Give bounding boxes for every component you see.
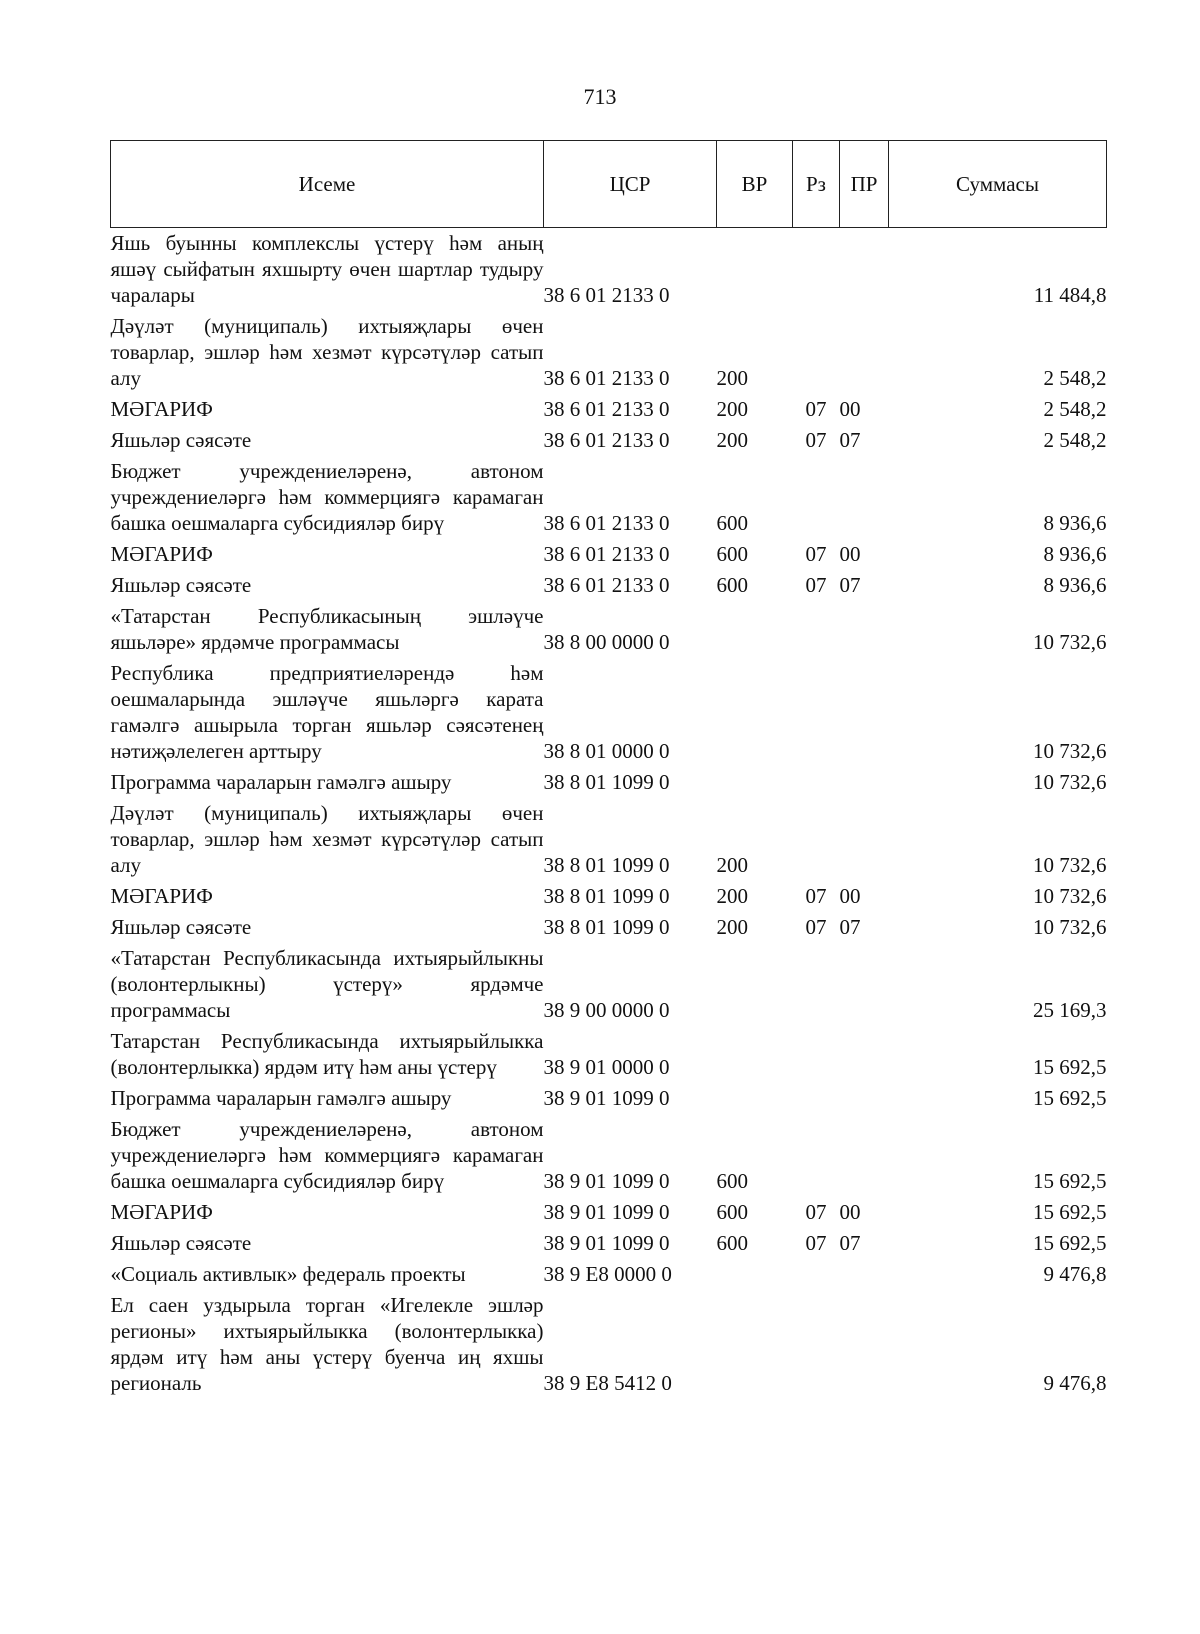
- row-sum: 11 484,8: [1033, 283, 1107, 307]
- row-pr: [840, 943, 889, 1026]
- row-rz: 07: [805, 428, 827, 452]
- row-pr: [840, 601, 889, 658]
- row-rz: 07: [805, 915, 827, 939]
- row-sum: 2 548,2: [1043, 366, 1107, 390]
- row-name: МӘГАРИФ: [110, 1200, 213, 1224]
- row-name: Яшьләр сәясәте: [110, 915, 252, 939]
- row-pr: [840, 658, 889, 767]
- row-vr: 200: [716, 884, 748, 908]
- table-row: [111, 1114, 1107, 1197]
- row-name: Яшьләр сәясәте: [110, 573, 252, 597]
- row-rz: [793, 1083, 840, 1114]
- row-name: МӘГАРИФ: [110, 397, 213, 421]
- table-row: [111, 570, 1107, 601]
- row-rz: [793, 943, 840, 1026]
- row-sum: 10 732,6: [1033, 884, 1107, 908]
- row-vr: 200: [716, 397, 748, 421]
- row-sum: 2 548,2: [1043, 428, 1107, 452]
- row-vr: 600: [716, 511, 748, 535]
- row-sum: 10 732,6: [1033, 630, 1107, 654]
- row-name: «Социаль активлык» федераль проекты: [110, 1262, 466, 1286]
- row-sum: 8 936,6: [1043, 573, 1107, 597]
- row-vr: 600: [716, 1169, 748, 1193]
- table-row: [111, 228, 1107, 312]
- row-pr: [840, 798, 889, 881]
- row-pr: 07: [839, 1231, 861, 1255]
- row-csr: 38 9 00 0000 0: [543, 998, 670, 1022]
- row-rz: [793, 767, 840, 798]
- row-csr: 38 8 01 1099 0: [543, 884, 670, 908]
- row-rz: 07: [805, 397, 827, 421]
- table-header: [111, 141, 1107, 228]
- row-csr: 38 6 01 2133 0: [543, 428, 670, 452]
- row-sum: 8 936,6: [1043, 542, 1107, 566]
- row-pr: 00: [839, 542, 861, 566]
- row-pr: [840, 228, 889, 312]
- row-name: «Татарстан Республикасында ихтыярыйлыкны (волонтерлыкны) үстерү» ярдәмче программасы: [110, 946, 544, 1022]
- row-name: Программа чараларын гамәлгә ашыру: [110, 770, 452, 794]
- row-name: МӘГАРИФ: [110, 542, 213, 566]
- row-rz: 07: [805, 573, 827, 597]
- row-vr: [717, 943, 793, 1026]
- table-row: [111, 539, 1107, 570]
- row-name: Дәүләт (муниципаль) ихтыяҗлары өчен товарлар, эшләр һәм хезмәт күрсәтүләр сатып алу: [110, 314, 544, 390]
- row-vr: [717, 1083, 793, 1114]
- row-vr: [717, 1290, 793, 1399]
- row-rz: [793, 456, 840, 539]
- row-pr: [840, 1026, 889, 1083]
- row-vr: 200: [716, 915, 748, 939]
- row-csr: 38 8 01 1099 0: [543, 915, 670, 939]
- row-csr: 38 9 01 0000 0: [543, 1055, 670, 1079]
- row-rz: 07: [805, 1200, 827, 1224]
- row-name: Бюджет учреждениеләренә, автоном учреждениеләргә һәм коммерциягә карамаган башка оешмаларга субсидияләр бирү: [110, 1117, 544, 1193]
- row-vr: [717, 767, 793, 798]
- page-number: 713: [583, 84, 617, 109]
- row-sum: 15 692,5: [1033, 1231, 1107, 1255]
- row-sum: 10 732,6: [1033, 915, 1107, 939]
- row-csr: 38 6 01 2133 0: [543, 542, 670, 566]
- row-csr: 38 8 01 0000 0: [543, 739, 670, 763]
- table-row: [111, 658, 1107, 767]
- row-csr: 38 8 01 1099 0: [543, 853, 670, 877]
- row-pr: 07: [839, 915, 861, 939]
- table-row: [111, 425, 1107, 456]
- table-row: [111, 394, 1107, 425]
- row-pr: [840, 1083, 889, 1114]
- row-csr: 38 6 01 2133 0: [543, 573, 670, 597]
- row-csr: 38 9 E8 0000 0: [543, 1262, 672, 1286]
- row-name: Ел саен уздырыла торган «Игелекле эшләр регионы» ихтыярыйлыкка (волонтерлыкка) ярдәм итү һәм аны үстерү буенча иң яхшы региональ: [110, 1293, 544, 1395]
- budget-table: [110, 140, 1107, 1399]
- row-vr: 600: [716, 1200, 748, 1224]
- row-rz: [793, 311, 840, 394]
- row-sum: 10 732,6: [1033, 853, 1107, 877]
- table-row: [111, 1228, 1107, 1259]
- row-pr: 07: [839, 428, 861, 452]
- row-pr: [840, 311, 889, 394]
- table-row: [111, 601, 1107, 658]
- row-vr: 200: [716, 853, 748, 877]
- row-rz: [793, 798, 840, 881]
- row-vr: 600: [716, 573, 748, 597]
- row-name: Яшьләр сәясәте: [110, 1231, 252, 1255]
- row-sum: 15 692,5: [1033, 1169, 1107, 1193]
- row-sum: 9 476,8: [1043, 1262, 1107, 1286]
- table-row: [111, 1083, 1107, 1114]
- table-body: [111, 228, 1107, 1400]
- row-rz: 07: [805, 1231, 827, 1255]
- table-row: [111, 311, 1107, 394]
- row-csr: 38 6 01 2133 0: [543, 511, 670, 535]
- table-row: [111, 1290, 1107, 1399]
- table-row: [111, 881, 1107, 912]
- row-sum: 15 692,5: [1033, 1200, 1107, 1224]
- row-vr: [717, 228, 793, 312]
- row-csr: 38 8 01 1099 0: [543, 770, 670, 794]
- table-row: [111, 1026, 1107, 1083]
- row-vr: 600: [716, 1231, 748, 1255]
- row-sum: 25 169,3: [1033, 998, 1107, 1022]
- table-row: [111, 912, 1107, 943]
- row-csr: 38 6 01 2133 0: [543, 283, 670, 307]
- row-rz: [793, 658, 840, 767]
- row-sum: 10 732,6: [1033, 739, 1107, 763]
- row-name: Дәүләт (муниципаль) ихтыяҗлары өчен товарлар, эшләр һәм хезмәт күрсәтүләр сатып алу: [110, 801, 544, 877]
- row-vr: 200: [716, 428, 748, 452]
- row-pr: [840, 1290, 889, 1399]
- row-vr: 600: [716, 542, 748, 566]
- row-name: Татарстан Республикасында ихтыярыйлыкка (волонтерлыкка) ярдәм итү һәм аны үстерү: [110, 1029, 544, 1079]
- table-row: [111, 1259, 1107, 1290]
- row-pr: [840, 1114, 889, 1197]
- row-pr: 00: [839, 884, 861, 908]
- row-pr: [840, 456, 889, 539]
- row-name: Республика предприятиеләрендә һәм оешмаларында эшләүче яшьләргә карата гамәлгә ашырыла торган яшьләр сәясәтенең нәтиҗәлелеген арттыру: [110, 661, 544, 763]
- row-vr: [717, 1026, 793, 1083]
- header-rz: Рз: [793, 141, 840, 228]
- row-pr: 07: [839, 573, 861, 597]
- row-name: МӘГАРИФ: [110, 884, 213, 908]
- row-rz: [793, 1026, 840, 1083]
- row-rz: 07: [805, 542, 827, 566]
- row-vr: [717, 1259, 793, 1290]
- row-vr: [717, 601, 793, 658]
- row-sum: 9 476,8: [1043, 1371, 1107, 1395]
- row-csr: 38 9 01 1099 0: [543, 1086, 670, 1110]
- row-csr: 38 8 00 0000 0: [543, 630, 670, 654]
- row-csr: 38 9 E8 5412 0: [543, 1371, 672, 1395]
- header-sum: Суммасы: [889, 141, 1107, 228]
- table-row: [111, 943, 1107, 1026]
- row-rz: [793, 228, 840, 312]
- row-vr: 200: [716, 366, 748, 390]
- row-csr: 38 9 01 1099 0: [543, 1169, 670, 1193]
- row-name: «Татарстан Республикасының эшләүче яшьләре» ярдәмче программасы: [110, 604, 544, 654]
- header-vr: ВР: [717, 141, 793, 228]
- row-rz: [793, 601, 840, 658]
- header-name: Исеме: [111, 141, 544, 228]
- row-pr: [840, 1259, 889, 1290]
- table-row: [111, 767, 1107, 798]
- row-rz: [793, 1259, 840, 1290]
- row-name: Бюджет учреждениеләренә, автоном учреждениеләргә һәм коммерциягә карамаган башка оешмаларга субсидияләр бирү: [110, 459, 544, 535]
- row-name: Программа чараларын гамәлгә ашыру: [110, 1086, 452, 1110]
- header-pr: ПР: [840, 141, 889, 228]
- row-rz: [793, 1114, 840, 1197]
- row-pr: 00: [839, 1200, 861, 1224]
- row-name: Яшьләр сәясәте: [110, 428, 252, 452]
- row-sum: 8 936,6: [1043, 511, 1107, 535]
- row-name: Яшь буынны комплекслы үстерү һәм аның яшәү сыйфатын яхшырту өчен шартлар тудыру чаралары: [110, 231, 544, 307]
- row-rz: 07: [805, 884, 827, 908]
- row-csr: 38 6 01 2133 0: [543, 366, 670, 390]
- row-pr: 00: [839, 397, 861, 421]
- row-pr: [840, 767, 889, 798]
- table-row: [111, 1197, 1107, 1228]
- table-row: [111, 456, 1107, 539]
- header-csr: ЦСР: [544, 141, 717, 228]
- row-vr: [717, 658, 793, 767]
- row-sum: 15 692,5: [1033, 1055, 1107, 1079]
- row-csr: 38 9 01 1099 0: [543, 1231, 670, 1255]
- row-sum: 10 732,6: [1033, 770, 1107, 794]
- table-row: [111, 798, 1107, 881]
- row-csr: 38 6 01 2133 0: [543, 397, 670, 421]
- row-sum: 15 692,5: [1033, 1086, 1107, 1110]
- row-sum: 2 548,2: [1043, 397, 1107, 421]
- row-csr: 38 9 01 1099 0: [543, 1200, 670, 1224]
- row-rz: [793, 1290, 840, 1399]
